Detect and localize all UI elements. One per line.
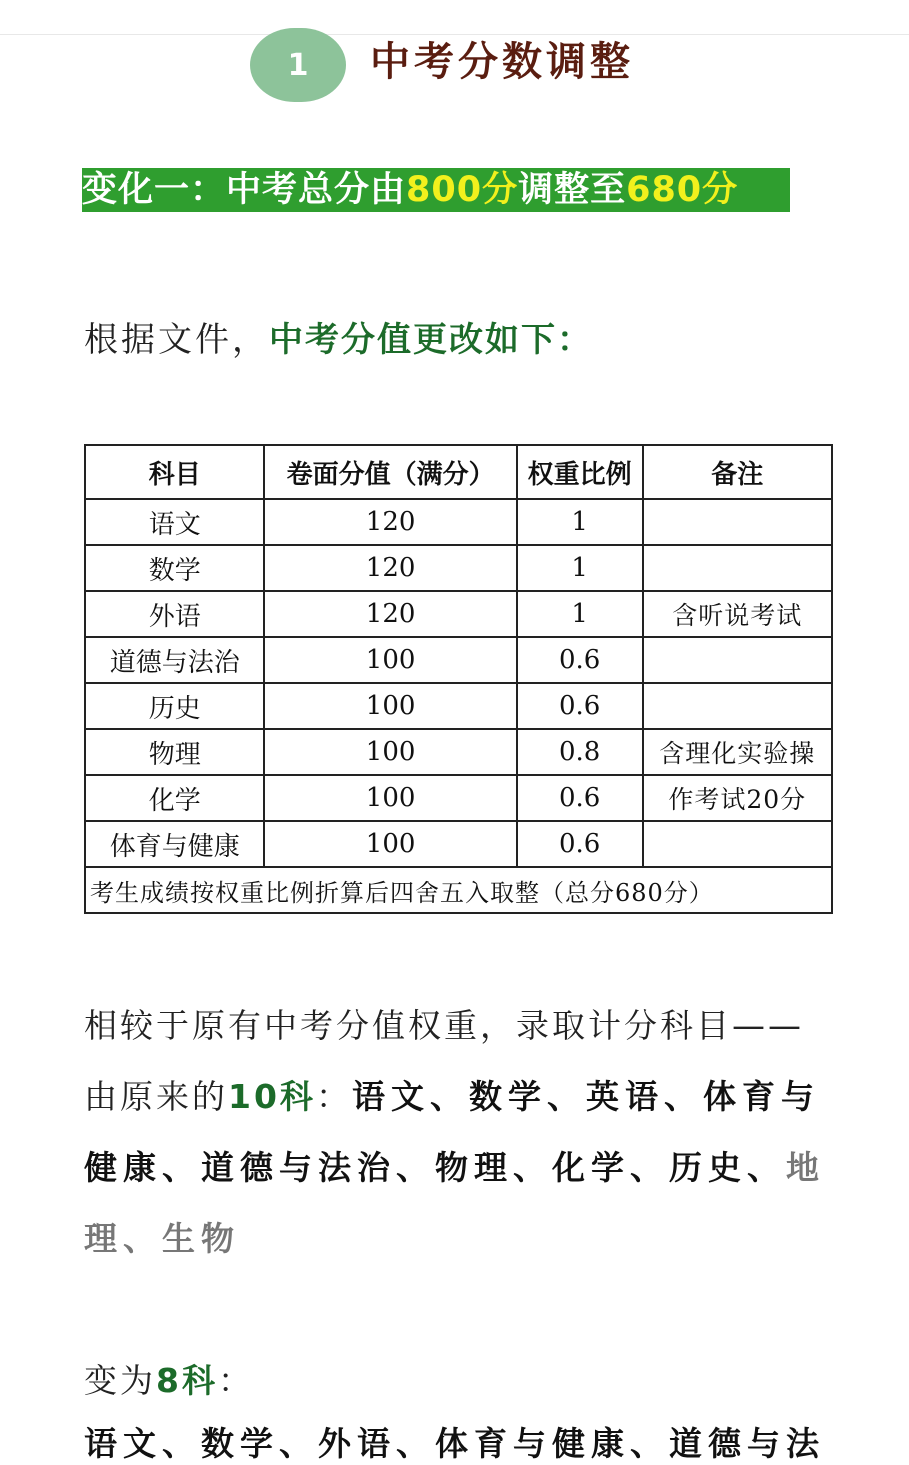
cell-subject: 体育与健康 (85, 821, 264, 867)
header-subject: 科目 (85, 445, 264, 499)
new-subject-count: 8科 (156, 1361, 218, 1400)
cell-score: 120 (264, 545, 516, 591)
cell-weight: 1 (517, 499, 643, 545)
cell-weight: 0.8 (517, 729, 643, 775)
intro-paragraph (84, 312, 593, 361)
cell-note (643, 499, 833, 545)
intro-highlight: 中考分值更改如下： (269, 320, 593, 360)
change-prefix: 变化一：中考总分由 (82, 170, 407, 210)
cell-note (643, 545, 833, 591)
cell-note (643, 821, 833, 867)
table-row (85, 821, 832, 867)
cell-score: 100 (264, 637, 516, 683)
cell-weight: 0.6 (517, 821, 643, 867)
cell-subject: 语文 (85, 499, 264, 545)
table-footer-note: 考生成绩按权重比例折算后四舍五入取整（总分680分） (85, 867, 832, 913)
cell-weight: 1 (517, 591, 643, 637)
table-row (85, 591, 832, 637)
compare-colon: ： (315, 1077, 352, 1116)
table-row (85, 775, 832, 821)
cell-subject: 道德与法治 (85, 637, 264, 683)
cell-score: 100 (264, 683, 516, 729)
cell-note (643, 683, 833, 729)
cell-score: 100 (264, 729, 516, 775)
cell-note (643, 637, 833, 683)
old-subject-count: 10科 (228, 1077, 316, 1116)
change-middle: 调整至 (518, 170, 627, 210)
old-subject-list: 语文、数学、英语、体育与健康、道德与法治、物理、化学、历史、 (84, 1077, 820, 1187)
cell-score: 100 (264, 775, 516, 821)
header-weight: 权重比例 (517, 445, 643, 499)
table-footer-row (85, 867, 832, 913)
cell-note: 含理化实验操 (643, 729, 833, 775)
comparison-paragraph (84, 990, 834, 1274)
table-row (85, 499, 832, 545)
new-count-paragraph (84, 1355, 254, 1402)
section-number-badge: 1 (250, 28, 346, 102)
cell-score: 120 (264, 591, 516, 637)
now-text: 变为 (84, 1361, 156, 1400)
table-row (85, 545, 832, 591)
intro-plain: 根据文件， (84, 320, 269, 360)
table-header-row (85, 445, 832, 499)
score-table (84, 444, 833, 914)
table-row (85, 683, 832, 729)
cell-subject: 物理 (85, 729, 264, 775)
section-title: 中考分数调整 (370, 39, 634, 85)
now-colon: ： (217, 1361, 254, 1400)
cell-note: 含听说考试 (643, 591, 833, 637)
table-row (85, 729, 832, 775)
old-score: 800分 (406, 170, 519, 210)
cell-weight: 0.6 (517, 683, 643, 729)
header-note: 备注 (643, 445, 833, 499)
cell-subject: 数学 (85, 545, 264, 591)
new-subject-list-cut: 语文、数学、外语、体育与健康、道德与法 (84, 1424, 825, 1463)
cell-weight: 1 (517, 545, 643, 591)
cell-weight: 0.6 (517, 775, 643, 821)
new-score: 680分 (626, 170, 739, 210)
table-row (85, 637, 832, 683)
header-full-score: 卷面分值（满分） (264, 445, 516, 499)
cell-subject: 化学 (85, 775, 264, 821)
cell-score: 100 (264, 821, 516, 867)
cell-score: 120 (264, 499, 516, 545)
compare-text: 相较于原有中考分值权重，录取计分科目——由原来的 (84, 1006, 804, 1116)
old-subject-list-gray: 地理、生物 (84, 1148, 825, 1258)
cell-subject: 历史 (85, 683, 264, 729)
cell-subject: 外语 (85, 591, 264, 637)
cell-weight: 0.6 (517, 637, 643, 683)
change-one-banner (82, 168, 790, 212)
cell-note: 作考试20分 (643, 775, 833, 821)
